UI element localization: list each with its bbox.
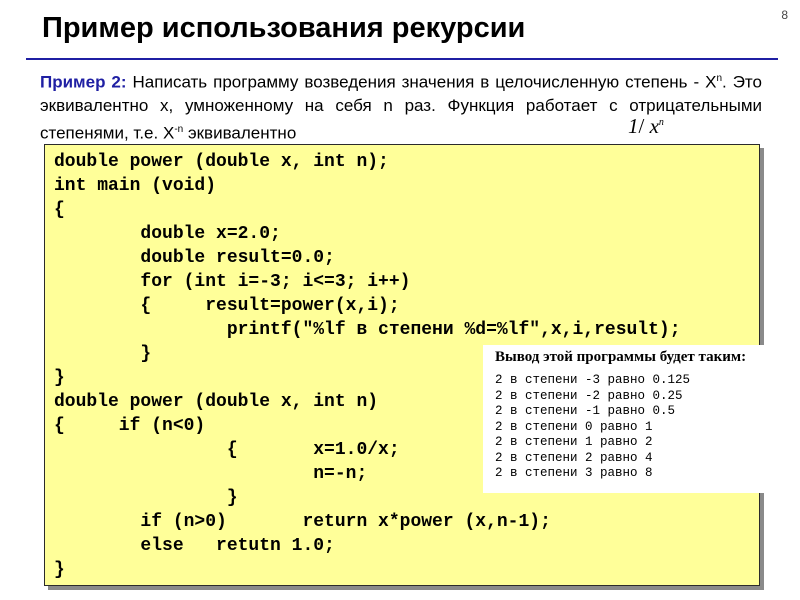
formula-slash: / — [638, 114, 645, 138]
output-line: 2 в степени 2 равно 4 — [495, 450, 653, 465]
code-line: { x=1.0/x; — [54, 440, 400, 460]
code-line: else retutn 1.0; — [54, 536, 335, 556]
code-line: double result=0.0; — [54, 248, 335, 268]
code-line: double power (double x, int n) — [54, 392, 379, 412]
formula-numerator: 1 — [628, 114, 639, 138]
code-line: for (int i=-3; i<=3; i++) — [54, 272, 411, 292]
page-title: Пример использования рекурсии — [42, 12, 526, 44]
code-line: } — [54, 560, 65, 580]
statement-text-2: . Это эквивалентно x, умноженному на себя n раз. Функция работает с отрицательными степенями, т.е. X — [40, 72, 762, 143]
output-title: Вывод этой программы будет таким: — [495, 349, 747, 365]
title-divider — [26, 58, 778, 60]
code-line: printf("%lf в степени %d=%lf",x,i,result); — [54, 320, 681, 340]
example-label: Пример 2: — [40, 72, 127, 92]
code-line: { if (n<0) — [54, 416, 206, 436]
program-output-panel — [483, 345, 777, 493]
output-line: 2 в степени -2 равно 0.25 — [495, 388, 683, 403]
code-line: } — [54, 368, 65, 388]
code-line: n=-n; — [54, 464, 368, 484]
exponent-neg-n: -n — [174, 123, 184, 135]
code-line: int main (void) — [54, 176, 217, 196]
formula-base: x — [649, 114, 659, 138]
output-line: 2 в степени -1 равно 0.5 — [495, 404, 676, 418]
code-line: } — [54, 344, 152, 364]
statement-text-3: эквивалентно — [183, 123, 297, 143]
output-line: 2 в степени 1 равно 2 — [495, 435, 653, 449]
exponent-n: n — [716, 73, 723, 84]
output-line: 2 в степени 0 равно 1 — [495, 419, 653, 434]
code-line: { result=power(x,i); — [54, 296, 400, 316]
statement-text-1: Написать программу возведения значения в целочисленную степень - X — [126, 72, 717, 92]
reciprocal-formula — [628, 114, 664, 139]
code-line: double x=2.0; — [54, 224, 281, 244]
code-line: } — [54, 488, 238, 508]
code-line: if (n>0) return x*power (x,n-1); — [54, 512, 551, 532]
output-line: 2 в степени 3 равно 8 — [495, 466, 653, 480]
output-line: 2 в степени -3 равно 0.125 — [495, 373, 691, 387]
code-line: { — [54, 200, 65, 220]
page-number: 8 — [781, 8, 788, 22]
formula-exponent: n — [658, 117, 664, 128]
code-line: double power (double x, int n); — [54, 152, 389, 172]
output-lines — [495, 373, 767, 482]
